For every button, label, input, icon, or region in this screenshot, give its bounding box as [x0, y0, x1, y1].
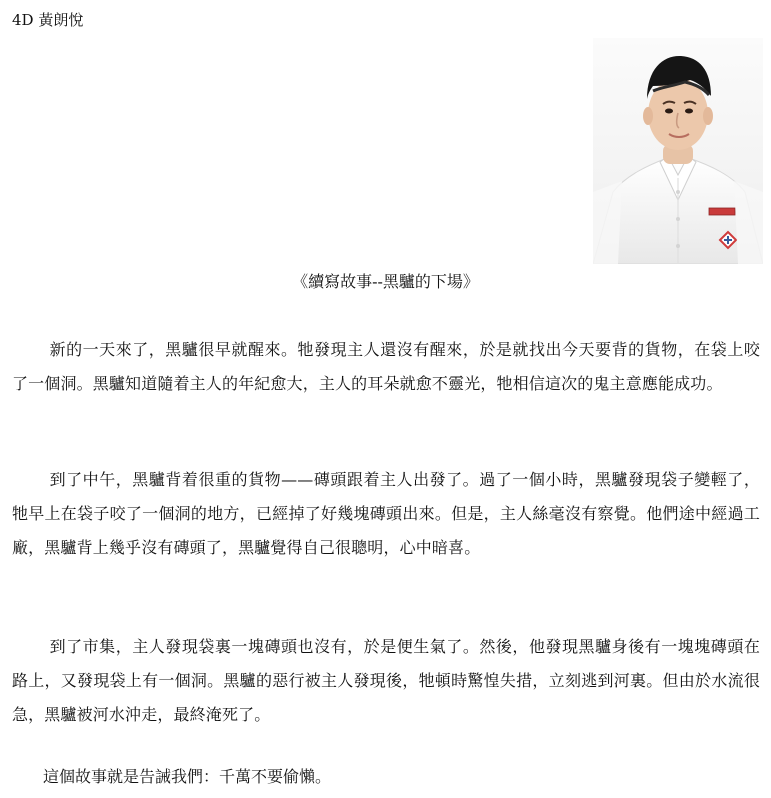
- story-paragraph: 新的一天來了，黑驢很早就醒來。牠發現主人還沒有醒來，於是就找出今天要背的貨物，在袋上咬了一個洞。黑驢知道隨着主人的年紀愈大，主人的耳朵就愈不靈光，牠相信這次的鬼主意應能成功。: [12, 340, 760, 393]
- student-photo: [593, 38, 763, 264]
- student-portrait-icon: [593, 38, 763, 264]
- story-title: 《續寫故事--黑驢的下場》: [292, 272, 479, 291]
- story-paragraph: 到了市集，主人發現袋裏一塊磚頭也沒有，於是便生氣了。然後，他發現黑驢身後有一塊塊磚頭在路上，又發現袋上有一個洞。黑驢的惡行被主人發現後，牠頓時驚惶失措，立刻逃到河裏。但由於水流很急，黑驢被河水沖走，最終淹死了。: [12, 637, 760, 724]
- author-line: 4D 黃朗悅: [12, 11, 84, 29]
- story-moral: 這個故事就是告誡我們：千萬不要偷懶。: [43, 767, 332, 786]
- story-paragraph: 到了中午，黑驢背着很重的貨物——磚頭跟着主人出發了。過了一個小時，黑驢發現袋子變輕了，牠早上在袋子咬了一個洞的地方，已經掉了好幾塊磚頭出來。但是，主人絲毫沒有察覺。他們途中經過工廠，黑驢背上幾乎沒有磚頭了，黑驢覺得自己很聰明，心中暗喜。: [12, 470, 760, 557]
